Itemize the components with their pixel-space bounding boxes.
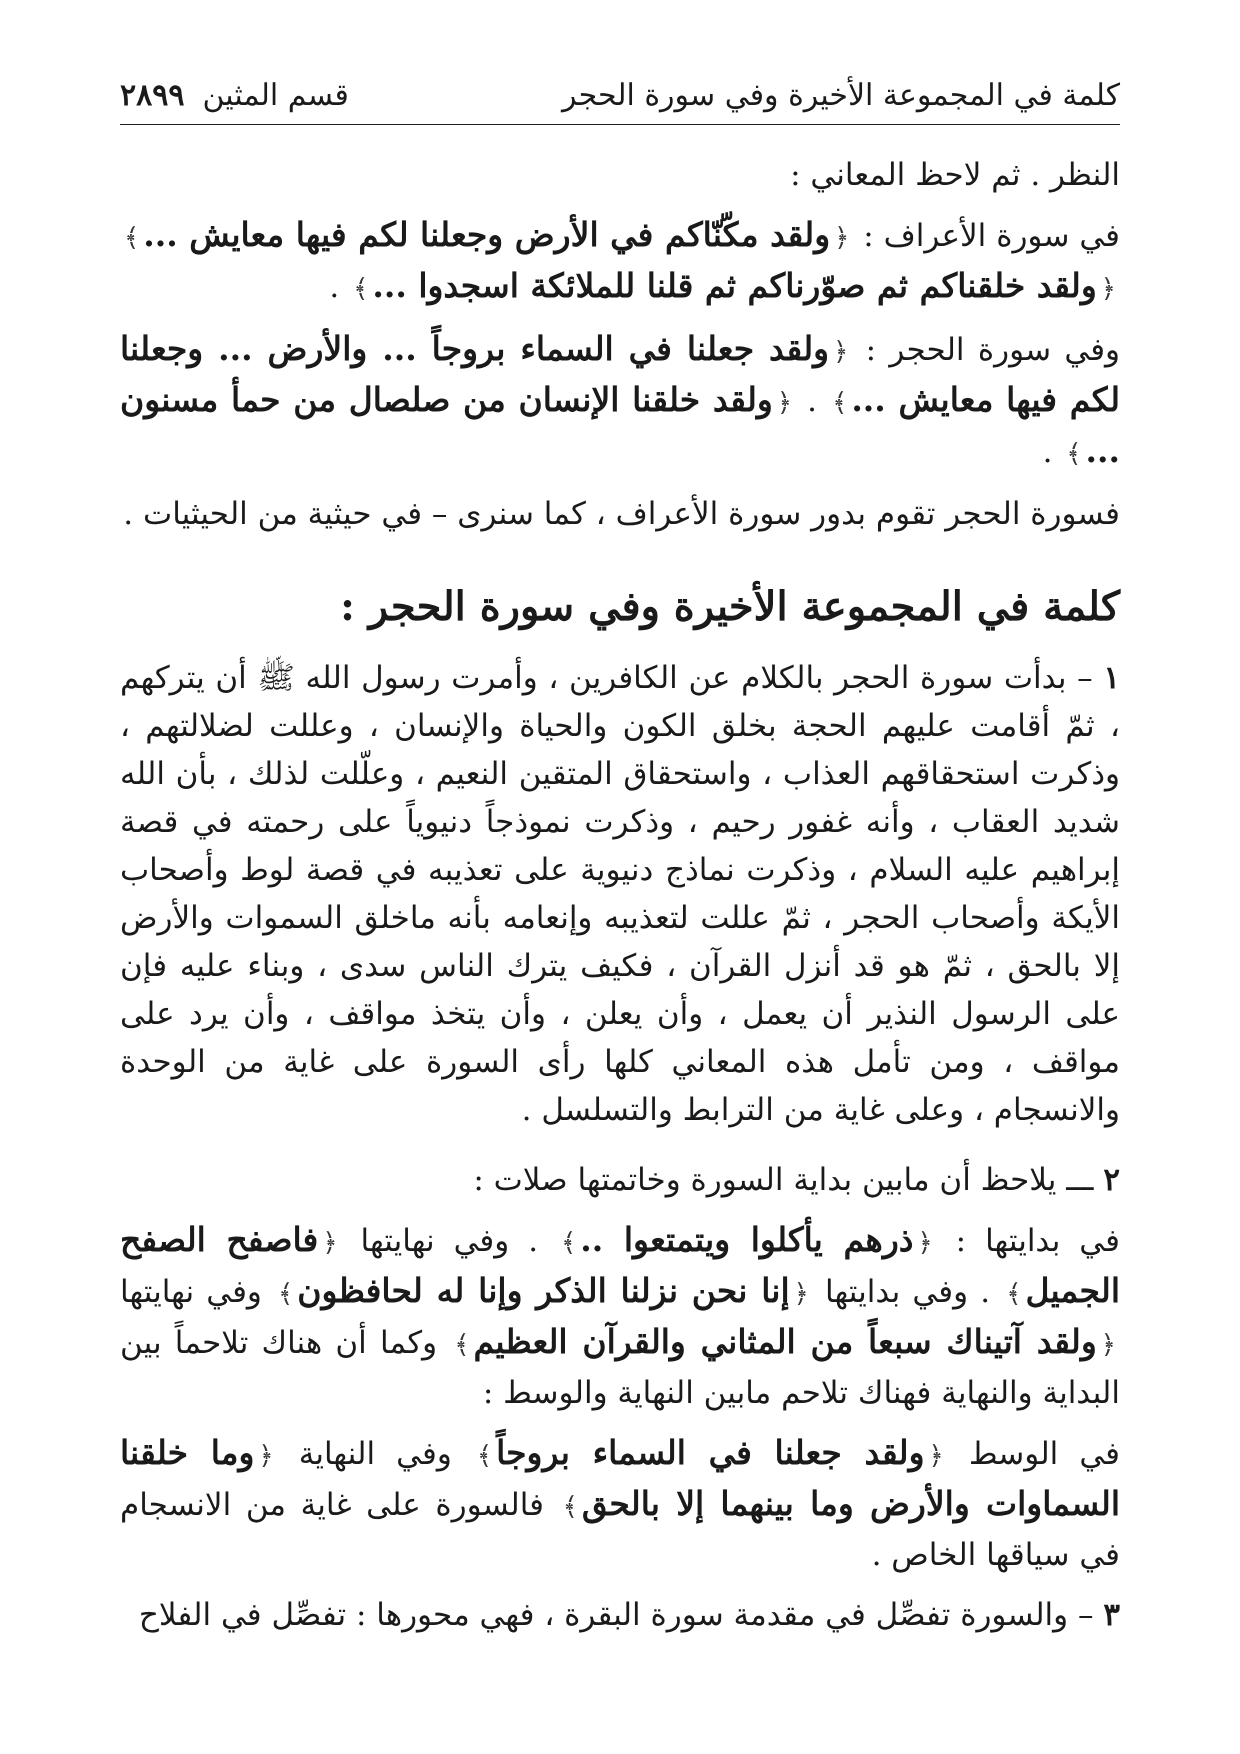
quran-bracket-open: ﴿	[1100, 274, 1116, 304]
text-run: فالسورة على غاية من الانسجام في سياقها الخاص .	[120, 1487, 1120, 1573]
text-run: ـــ يلاحظ أن مابين بداية السورة وخاتمتها صلات :	[473, 1162, 1094, 1198]
quran-bracket-close: ﴾	[278, 1279, 294, 1309]
paragraph-point-3	[120, 1591, 1120, 1639]
paragraph-point-2	[120, 1156, 1120, 1204]
quran-bracket-close: ﴾	[832, 388, 848, 418]
quran-bracket-open: ﴿	[776, 388, 793, 418]
quran-bracket-open: ﴿	[258, 1441, 274, 1471]
text-run: .	[807, 383, 818, 419]
text-run: وفي النهاية	[298, 1436, 452, 1472]
text-run: – والسورة تفصِّل في مقدمة سورة البقرة ، فهي محورها : تفصِّل في الفلاح	[138, 1597, 1094, 1633]
quran-quote: ولقد خلقناكم ثم صوّرناكم ثم قلنا للملائكة اسجدوا ...	[372, 266, 1097, 305]
text-run: في بدايتها :	[955, 1223, 1120, 1259]
point-number: ١	[1103, 660, 1120, 696]
paragraph-1: النظر . ثم لاحظ المعاني :	[790, 157, 1120, 193]
quran-bracket-open: ﴿	[928, 1441, 944, 1471]
quran-bracket-open: ﴿	[793, 1279, 809, 1309]
paragraph-middle-end	[120, 1429, 1120, 1579]
quran-quote: ولقد جعلنا في السماء بروجاً ... والأرض ... وجعلنا لكم فيها معايش ...	[120, 329, 1120, 419]
quran-bracket-open: ﴿	[917, 1228, 933, 1258]
quran-quote: ولقد جعلنا في السماء بروجاً	[496, 1433, 925, 1472]
paragraph-araf	[120, 211, 1120, 313]
quran-bracket-close: ﴾	[476, 1441, 493, 1471]
quran-quote: ولقد آتيناك سبعاً من المثاني والقرآن العظيم	[473, 1322, 1097, 1361]
paragraph-point-1	[120, 654, 1120, 1134]
quran-bracket-close: ﴾	[562, 1492, 578, 1522]
text-run: في سورة الأعراف :	[863, 218, 1120, 254]
text-run: .	[1042, 434, 1053, 470]
quran-quote: وما خلقنا السماوات والأرض وما بينهما إلا بالحق	[120, 1433, 1121, 1523]
quran-bracket-open: ﴿	[833, 337, 849, 367]
text-run: وفي سورة الحجر :	[865, 332, 1120, 368]
quran-quote: فاصفح الصفح الجميل	[120, 1220, 1121, 1310]
quran-quote: ذرهم يأكلوا ويتمتعوا ..	[580, 1220, 914, 1259]
quran-quote: ولقد مكّنّاكم في الأرض وجعلنا لكم فيها معايش ...	[143, 215, 831, 254]
paragraph-beginning-end	[120, 1216, 1120, 1417]
paragraph-4: فسورة الحجر تقوم بدور سورة الأعراف ، كما سنرى – في حيثية من الحيثيات .	[123, 496, 1120, 532]
header-rule	[120, 124, 1120, 125]
quran-bracket-open: ﴿	[834, 223, 850, 253]
quran-bracket-close: ﴾	[1006, 1279, 1022, 1309]
section-heading: كلمة في المجموعة الأخيرة وفي سورة الحجر :	[340, 583, 1120, 630]
text-run: في الوسط	[968, 1436, 1121, 1472]
quran-bracket-close: ﴾	[353, 274, 369, 304]
text-run: وفي نهايتها	[120, 1274, 262, 1310]
point-number: ٢	[1103, 1162, 1120, 1198]
text-run: – بدأت سورة الحجر بالكلام عن الكافرين ، وأمرت رسول الله ﷺ أن يتركهم ، ثمّ أقامت عليهم الحجة بخلق الكون والحياة والإنسان ، وعللت لضلالتهم ، وذكرت استحقاقهم العذاب ، واستحقاق المتقين النعيم ، وعلّلت لذلك ، بأن الله شديد العقاب ، وأنه غفور رحيم ، وذكرت نموذجاً دنيوياً على رحمته في قصة إبراهيم عليه السلام ، وذكرت نماذج دنيوية على تعذيبه في قصة لوط وأصحاب الأيكة وأصحاب الحجر ، ثمّ عللت لتعذيبه وإنعامه بأنه ماخلق السموات والأرض إلا بالحق ، ثمّ هو قد أنزل القرآن ، فكيف يترك الناس سدى ، وبناء عليه فإن على الرسول النذير أن يعمل ، وأن يعلن ، وأن يتخذ مواقف ، وأن يرد على مواقف ، ومن تأمل هذه المعاني كلها رأى السورة على غاية من الوحدة والانسجام ، وعلى غاية من الترابط والتسلسل .	[120, 660, 1120, 1128]
quran-bracket-close: ﴾	[1066, 439, 1082, 469]
text-run: وكما أن هناك تلاحماً بين البداية والنهاية فهناك تلاحم مابين النهاية والوسط :	[120, 1325, 1120, 1411]
running-title: كلمة في المجموعة الأخيرة وفي سورة الحجر	[562, 78, 1120, 113]
quran-bracket-close: ﴾	[454, 1330, 470, 1360]
quran-bracket-open: ﴿	[322, 1228, 338, 1258]
header-left	[120, 78, 349, 114]
text-run: .	[329, 269, 340, 305]
text-run: . وفي نهايتها	[360, 1223, 539, 1259]
quran-bracket-open: ﴿	[1100, 1330, 1116, 1360]
section-name: قسم المثين	[202, 78, 349, 113]
quran-quote: ولقد خلقنا الإنسان من صلصال من حمأ مسنون ...	[120, 380, 1120, 470]
quran-bracket-close: ﴾	[124, 223, 140, 253]
quran-quote: إنا نحن نزلنا الذكر وإنا له لحافظون	[297, 1271, 790, 1310]
text-run: . وفي بدايتها	[825, 1274, 991, 1310]
point-number: ٣	[1103, 1597, 1120, 1633]
page-header	[120, 78, 1120, 124]
paragraph-hijr	[120, 325, 1120, 478]
page-number: ٢٨٩٩	[120, 78, 185, 113]
quran-bracket-close: ﴾	[561, 1228, 577, 1258]
